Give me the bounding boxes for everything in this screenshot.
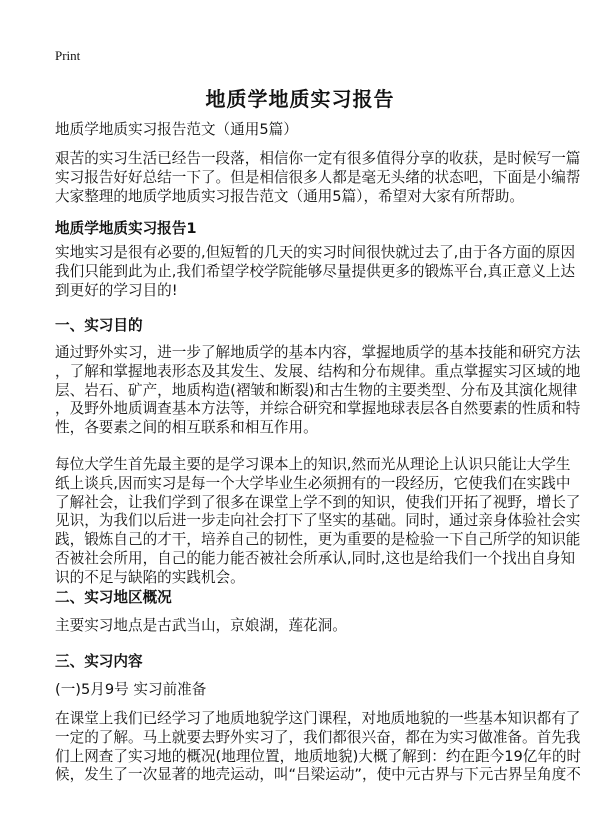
text-line: 通过野外实习，进一步了解地质学的基本内容，掌握地质学的基本技能和研究方法 bbox=[55, 344, 581, 361]
text-line: 实习报告好好总结一下了。但是相信很多人都是毫无头绪的状态吧，下面是小编帮 bbox=[55, 168, 581, 186]
text-line: 艰苦的实习生活已经告一段落，相信你一定有很多值得分享的收获，是时候写一篇 bbox=[55, 150, 581, 167]
section3-subheading: (一)5月9号 实习前准备 bbox=[55, 681, 207, 698]
document-subtitle: 地质学地质实习报告范文（通用5篇） bbox=[55, 121, 298, 138]
text-line: 纸上谈兵,因而实习是每一个大学毕业生必须拥有的一段经历，它使我们在实践中 bbox=[55, 474, 571, 492]
report1-intro-paragraph bbox=[55, 244, 575, 300]
report1-heading: 地质学地质实习报告1 bbox=[55, 220, 197, 237]
text-line: 候，发生了一次显著的地壳运动，叫“吕梁运动”，使中元古界与下元古界呈角度不 bbox=[55, 766, 581, 784]
section3-heading: 三、实习内容 bbox=[55, 653, 143, 670]
section2-paragraph: 主要实习地点是古武当山，京娘湖，莲花洞。 bbox=[55, 617, 347, 634]
section2-heading: 二、实习地区概况 bbox=[55, 589, 172, 606]
text-line: ，及野外地质调查基本方法等，并综合研究和掌握地球表层各自然要素的性质和特 bbox=[55, 400, 581, 418]
text-line: 我们只能到此为止,我们希望学校学院能够尽量提供更多的锻炼平台,真正意义上达 bbox=[55, 262, 576, 280]
section1-heading: 一、实习目的 bbox=[55, 317, 143, 334]
text-line: 性，各要素之间的相互联系和相互作用。 bbox=[55, 419, 318, 437]
page-title: 地质学地质实习报告 bbox=[205, 87, 395, 111]
section1-paragraph-2 bbox=[55, 456, 580, 588]
text-line: 在课堂上我们已经学习了地质地貌学这门课程，对地质地貌的一些基本知识都有了 bbox=[55, 710, 581, 727]
section1-paragraph-1 bbox=[55, 344, 580, 438]
text-line: 见识，为我们以后进一步走向社会打下了坚实的基础。同时，通过亲身体验社会实 bbox=[55, 512, 581, 530]
text-line: 每位大学生首先最主要的是学习课本上的知识,然而光从理论上认识只能让大学生 bbox=[55, 456, 571, 473]
text-line: 践，锻炼自己的才干，培养自己的韧性，更为重要的是检验一下自己所学的知识能 bbox=[55, 531, 581, 549]
text-line: 否被社会所用，自己的能力能否被社会所承认,同时,这也是给我们一个找出自身知 bbox=[55, 549, 576, 567]
text-line: 大家整理的地质学地质实习报告范文（通用5篇），希望对大家有所帮助。 bbox=[55, 187, 524, 205]
text-line: 层、岩石、矿产，地质构造(褶皱和断裂)和古生物的主要类型、分布及其演化规律 bbox=[55, 381, 578, 399]
text-line: 们上网查了实习地的概况(地理位置，地质地貌)大概了解到：约在距今19亿年的时 bbox=[55, 747, 582, 765]
text-line: 到更好的学习目的! bbox=[55, 281, 178, 299]
text-line: 识的不足与缺陷的实践机会。 bbox=[55, 568, 245, 586]
print-link[interactable]: Print bbox=[55, 48, 81, 63]
text-line: 了解社会，让我们学到了很多在课堂上学不到的知识，使我们开拓了视野，增长了 bbox=[55, 493, 581, 511]
text-line: 实地实习是很有必要的,但短暂的几天的实习时间很快就过去了,由于各方面的原因 bbox=[55, 244, 576, 261]
text-line: ，了解和掌握地表形态及其发生、发展、结构和分布规律。重点掌握实习区域的地 bbox=[55, 362, 581, 380]
intro-paragraph bbox=[55, 150, 580, 206]
section3-paragraph-1 bbox=[55, 710, 581, 785]
text-line: 一定的了解。马上就要去野外实习了，我们都很兴奋，都在为实习做准备。首先我 bbox=[55, 728, 581, 746]
